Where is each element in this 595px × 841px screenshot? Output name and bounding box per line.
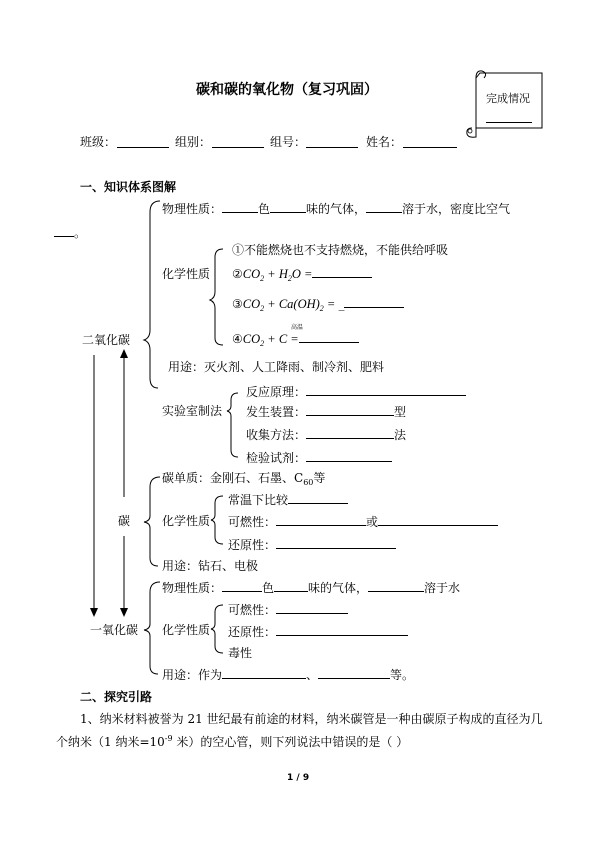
co2-lab-4 (246, 450, 392, 465)
name-label: 姓名： (366, 135, 403, 149)
co2-lab-label: 实验室制法 (162, 404, 223, 418)
co2-lab-1 (246, 384, 466, 399)
co2-lab-3-blank[interactable] (306, 427, 394, 439)
co-label: 一氧化碳 (90, 623, 139, 637)
co2-lab-1-blank[interactable] (306, 384, 466, 396)
carbon-element-sub: 60 (303, 478, 314, 487)
co-chem-1 (228, 602, 348, 617)
carbon-chem-3-label: 还原性： (228, 538, 277, 552)
question-1-line-1: 1、纳米材料被誉为 21 世纪最有前途的材料，纳米碳管是一种由碳原子构成的直径为几 (80, 712, 543, 726)
status-blank (486, 122, 532, 123)
co2-chem-label: 化学性质 (162, 267, 211, 281)
co2-label: 二氧化碳 (82, 333, 131, 347)
carbon-chem-3-blank[interactable] (276, 537, 396, 549)
section-2-heading: 二、探究引路 (80, 690, 153, 704)
co2-chem-3-formula: $CO_2 + Ca(OH)_2$ = (242, 297, 339, 313)
co2-lab-1-label: 反应原理： (246, 385, 307, 399)
page-number: 1 / 9 (287, 773, 310, 783)
carbon-chem-1-text: 常温下比较 (228, 493, 289, 507)
question-1-line-2 (56, 735, 408, 749)
co2-chem-2-blank[interactable] (312, 266, 372, 278)
co2-dissolve-blank[interactable] (366, 201, 402, 213)
co2-density (54, 225, 86, 240)
co-dissolve-blank[interactable] (368, 580, 424, 592)
question-1-text-b: 米）的空心管，则下列说法中错误的是（ ） (172, 735, 409, 749)
co-chem-2-label: 还原性： (228, 625, 277, 639)
carbon-element-suffix: 等 (313, 471, 326, 485)
question-1-exponent: -9 (164, 734, 173, 743)
co2-chem-3 (232, 296, 404, 311)
co2-lab-4-blank[interactable] (306, 450, 392, 462)
co2-physical-label: 物理性质： (162, 202, 223, 216)
co2-chem-4-num: ④ (232, 332, 243, 346)
co2-lab-4-label: 检验试剂： (246, 451, 307, 465)
co-physical-label: 物理性质： (162, 581, 223, 595)
carbon-chem-2-label: 可燃性： (228, 515, 277, 529)
co-use-sep: 、 (306, 668, 319, 682)
co2-chem-4-formula: $CO_2 + C$ = (242, 332, 299, 348)
carbon-chem-2 (228, 514, 498, 529)
co2-lab-2 (246, 404, 406, 419)
co-use (162, 667, 414, 682)
co2-chem-3-blank[interactable] (344, 296, 404, 308)
co2-chem-2-formula: $CO_2 + H_2O$ = (242, 267, 313, 283)
class-blank[interactable] (117, 147, 169, 148)
co-chem-1-label: 可燃性： (228, 603, 277, 617)
carbon-chem-1 (228, 492, 348, 507)
co2-lab-2-label: 发生装置： (246, 405, 307, 419)
co2-density-blank[interactable] (54, 225, 74, 237)
co2-lab-2-blank[interactable] (306, 404, 394, 416)
co2-color-text: 色 (258, 202, 271, 216)
co2-dissolve-text: 溶于水，密度比空气 (402, 202, 511, 216)
co-color-blank[interactable] (222, 580, 262, 592)
carbon-chem-2-or: 或 (366, 515, 379, 529)
class-label: 班级： (80, 135, 117, 149)
number-blank[interactable] (306, 147, 358, 148)
page-title: 碳和碳的氧化物（复习巩固） (196, 82, 378, 98)
co-chem-label: 化学性质 (162, 623, 211, 637)
co-use-label: 用途：作为 (162, 668, 223, 682)
co2-physical (162, 201, 510, 216)
co-chem-3: 毒性 (228, 646, 253, 660)
co2-use: 用途：灭火剂、人工降雨、制冷剂、肥料 (168, 360, 385, 374)
co2-lab-3-label: 收集方法： (246, 428, 307, 442)
co-dissolve-text: 溶于水 (424, 581, 461, 595)
question-1-text-a: 个纳米（1 纳米=10 (56, 735, 165, 749)
group-blank[interactable] (212, 147, 264, 148)
co-chem-2-blank[interactable] (276, 624, 408, 636)
co-use-blank-b[interactable] (318, 667, 390, 679)
co2-color-blank[interactable] (222, 201, 258, 213)
co2-chem-3-num: ③ (232, 297, 243, 311)
co-use-blank-a[interactable] (222, 667, 306, 679)
carbon-use: 用途：钻石、电极 (162, 559, 259, 573)
carbon-chem-3 (228, 537, 396, 552)
co2-lab-3-end: 法 (394, 428, 407, 442)
name-blank[interactable] (403, 147, 457, 148)
section-1-heading: 一、知识体系图解 (80, 180, 177, 194)
co-smell-blank[interactable] (274, 580, 308, 592)
carbon-chem-1-blank[interactable] (288, 492, 348, 504)
group-label: 组别： (175, 135, 212, 149)
co2-chem-4-blank[interactable] (299, 331, 359, 343)
co2-chem-4 (232, 331, 359, 346)
number-label: 组号： (270, 135, 307, 149)
co2-chem-1: ①不能燃烧也不支持燃烧，不能供给呼吸 (232, 243, 449, 257)
carbon-label: 碳 (118, 514, 131, 528)
co2-chem-2-num: ② (232, 267, 243, 281)
carbon-element-text: 碳单质：金刚石、石墨、C (162, 471, 304, 485)
co-physical (162, 580, 460, 595)
carbon-element (162, 471, 325, 485)
co-use-end: 等。 (390, 668, 415, 682)
co2-chem-3-dash: _ (338, 297, 345, 311)
carbon-chem-2-blank-a[interactable] (276, 514, 366, 526)
status-label: 完成情况 (486, 92, 530, 105)
co2-smell-text: 味的气体， (306, 202, 367, 216)
high-temp-note: 高温 (291, 324, 304, 331)
carbon-chem-2-blank-b[interactable] (378, 514, 498, 526)
co2-period: 。 (74, 226, 87, 240)
co2-chem-2 (232, 266, 372, 281)
co-smell-text: 味的气体， (308, 581, 369, 595)
carbon-chem-label: 化学性质 (162, 514, 211, 528)
co-chem-1-blank[interactable] (276, 602, 348, 614)
co2-lab-3 (246, 427, 406, 442)
co-color-text: 色 (262, 581, 275, 595)
co-chem-2 (228, 624, 408, 639)
co2-smell-blank[interactable] (270, 201, 306, 213)
co2-lab-2-end: 型 (394, 405, 407, 419)
